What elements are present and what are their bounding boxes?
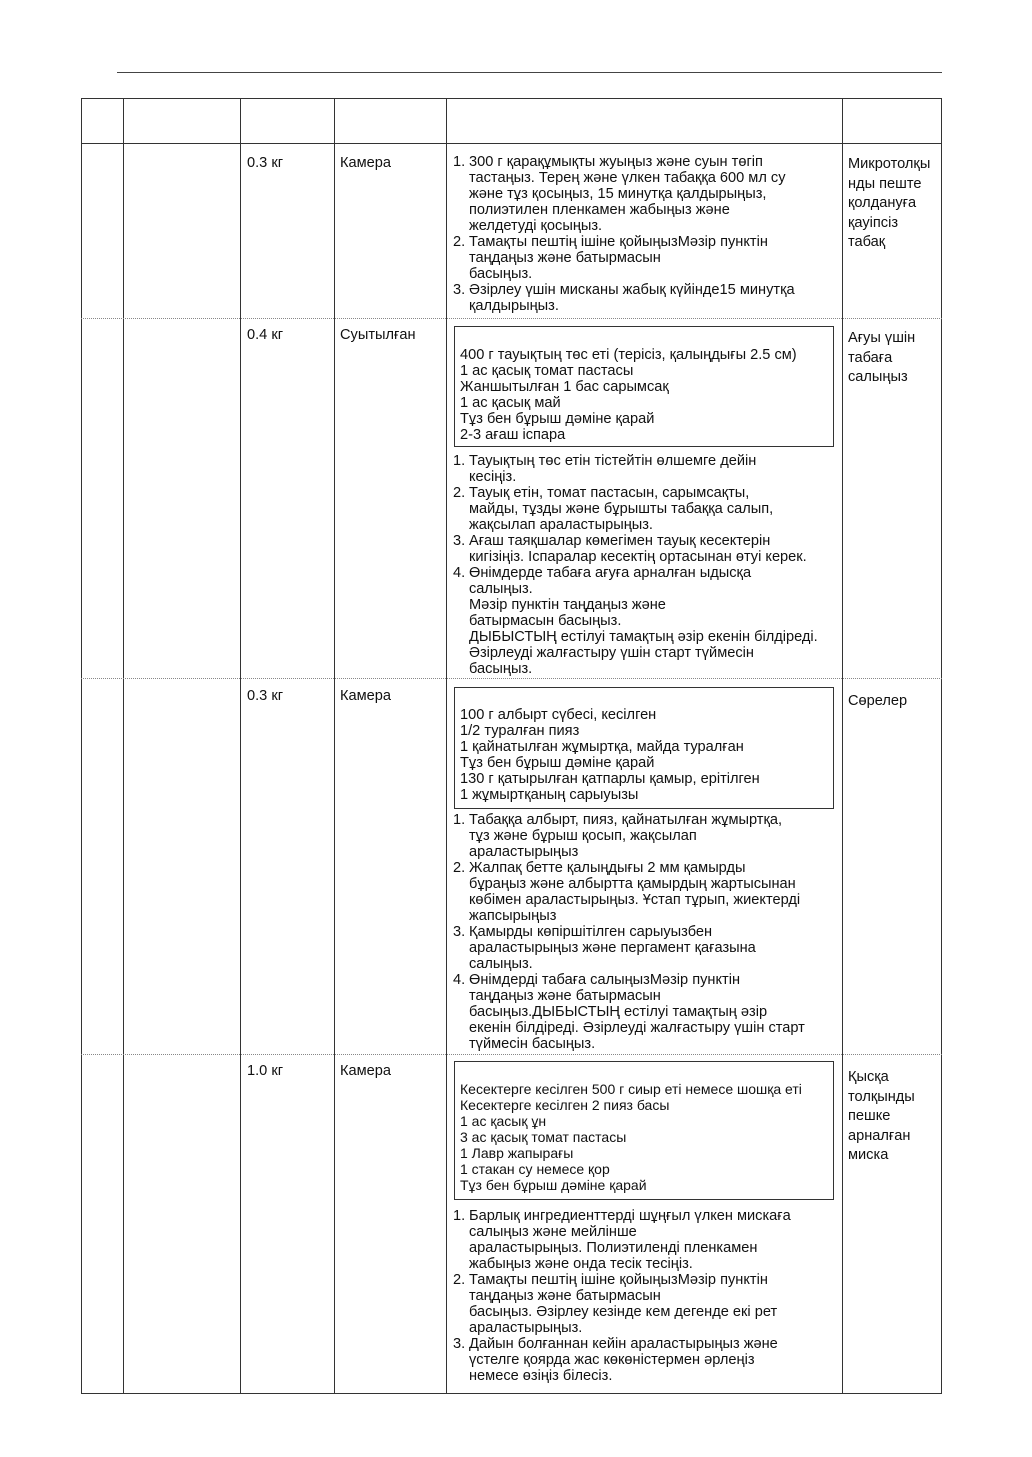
step-number: 3.: [453, 924, 466, 940]
ingredient-item: 1/2 туралған пияз: [460, 723, 580, 739]
column-divider: [123, 98, 124, 1394]
ingredients-box: [454, 687, 834, 809]
ingredients-box: [454, 1061, 834, 1200]
step-number: 1.: [453, 453, 466, 469]
ingredient-item: 2-3 ағаш іспара: [460, 427, 566, 443]
table-border-right: [941, 98, 942, 1394]
page-header-rule: [117, 72, 942, 73]
step-text: Тауық етін, томат пастасын, сарымсақты, майды, тұзды және бұрышты табаққа салып, жақсылап араластырыңыз.: [469, 485, 774, 533]
ingredient-item: Жаншытылған 1 бас сарымсақ: [460, 379, 669, 395]
instruction-steps: [453, 812, 848, 1052]
ingredient-item: 3 ас қасық томат пастасы: [460, 1129, 627, 1145]
ingredient-item: 1 қайнатылған жұмыртқа, майда туралған: [460, 739, 744, 755]
table-border-top: [81, 98, 942, 99]
row-divider: [81, 678, 942, 679]
step-number: 1.: [453, 812, 466, 828]
instruction-steps: [453, 1208, 845, 1384]
header-row-divider: [81, 143, 942, 144]
column-divider: [446, 98, 447, 1394]
step-text: Өнімдерді табаға салыңызМәзір пунктін таңдаңыз және батырмасын басыңыз.ДЫБЫСТЫҢ естілуі тамақтың әзір екенін білдіреді. Әзірлеуді жалғастыру үшін старт түймесін басыңыз.: [469, 972, 805, 1052]
mode-cell: Камера: [340, 155, 391, 171]
ingredient-item: 100 г албырт сүбесі, кесілген: [460, 707, 657, 723]
row-divider: [81, 1054, 942, 1055]
ingredient-item: 1 ас қасық май: [460, 395, 561, 411]
mode-cell: Камера: [340, 1063, 391, 1079]
dish-cell: Қысқа толқынды пешке арналған миска: [848, 1069, 915, 1163]
ingredient-item: 400 г тауықтың төс еті (терісіз, қалыңдығы 2.5 см): [460, 347, 797, 363]
mode-cell: Камера: [340, 688, 391, 704]
step-number: 2.: [453, 860, 466, 876]
step-text: 300 г қарақұмықты жуыңыз және суын төгіп тастаңыз. Терең және үлкен табаққа 600 мл су және тұз қосыңыз, 15 минутқа қалдырыңыз, полиэтилен пленкамен жабыңыз және желдетуді қосыңыз.: [469, 154, 786, 234]
table-border-bottom: [81, 1393, 942, 1394]
list-item: [453, 234, 845, 282]
list-item: [453, 485, 848, 533]
list-item: [453, 1208, 845, 1272]
row-divider: [81, 318, 942, 319]
dish-cell: Микротолқы нды пеште қолдануға қауіпсіз табақ: [848, 156, 931, 250]
weight-cell: 0.3 кг: [247, 155, 284, 171]
list-item: [453, 1336, 845, 1384]
step-number: 1.: [453, 1208, 466, 1224]
list-item: [453, 533, 848, 565]
list-item: [453, 565, 848, 677]
step-number: 3.: [453, 533, 466, 549]
step-number: 1.: [453, 154, 466, 170]
ingredient-item: Тұз бен бұрыш дәміне қарай: [460, 755, 655, 771]
step-text: Жалпақ бетте қалыңдығы 2 мм қамырды бұраңыз және албыртта қамырдың жартысынан көбімен араластырыңыз. Ұстап тұрып, жиектерді жапсырыңыз: [469, 860, 801, 924]
column-divider: [334, 98, 335, 1394]
ingredient-item: 1 ас қасық ұн: [460, 1113, 547, 1129]
list-item: [453, 154, 845, 234]
step-text: Табаққа албырт, пияз, қайнатылған жұмыртқа, тұз және бұрыш қосып, жақсылап араластырыңыз: [469, 812, 783, 860]
step-number: 4.: [453, 972, 466, 988]
ingredients-box: [454, 326, 834, 447]
weight-cell: 0.3 кг: [247, 688, 284, 704]
ingredient-item: Кесектерге кесілген 500 г сиыр еті немесе шошқа еті: [460, 1081, 802, 1097]
step-text: Өнімдерде табаға ағуға арналған ыдысқа салыңыз. Мәзір пунктін таңдаңыз және батырмасын басыңыз. ДЫБЫСТЫҢ естілуі тамақтың әзір екенін білдіреді. Әзірлеуді жалғастыру үшін старт түймесін басыңыз.: [469, 565, 818, 677]
list-item: [453, 860, 848, 924]
weight-cell: 0.4 кг: [247, 327, 284, 343]
step-text: Қамырды көпіршітілген сарыуызбен араластырыңыз және пергамент қағазына салыңыз.: [469, 924, 756, 972]
list-item: [453, 924, 848, 972]
step-text: Барлық ингредиенттерді шұңғыл үлкен мискаға салыңыз және мейлінше араластырыңыз. Полиэтиленді пленкамен жабыңыз және онда тесік тесіңіз.: [469, 1208, 791, 1272]
step-number: 2.: [453, 485, 466, 501]
mode-cell: Суытылған: [340, 327, 416, 343]
dish-cell: Сөрелер: [848, 693, 908, 709]
list-item: [453, 282, 845, 314]
step-text: Тамақты пештің ішіне қойыңызМәзір пунктін таңдаңыз және батырмасын басыңыз. Әзірлеу кезінде кем дегенде екі рет араластырыңыз.: [469, 1272, 778, 1336]
step-number: 2.: [453, 1272, 466, 1288]
step-text: Тауықтың төс етін тістейтін өлшемге дейін кесіңіз.: [469, 453, 757, 485]
step-text: Тамақты пештің ішіне қойыңызМәзір пунктін таңдаңыз және батырмасын басыңыз.: [469, 234, 768, 282]
ingredient-item: 1 Лавр жапырағы: [460, 1145, 574, 1161]
step-text: Ағаш таяқшалар көмегімен тауық кесектерін кигізіңіз. Іспаралар кесектің ортасынан өтуі керек.: [469, 533, 807, 565]
ingredient-item: 1 жұмыртқаның сарыуызы: [460, 787, 639, 803]
list-item: [453, 972, 848, 1052]
ingredient-item: 130 г қатырылған қатпарлы қамыр, ерітілген: [460, 771, 760, 787]
list-item: [453, 453, 848, 485]
step-text: Дайын болғаннан кейін араластырыңыз және үстелге қоярда жас көкөністермен әрлеңіз немесе өзіңіз білесіз.: [469, 1336, 778, 1384]
step-text: Әзірлеу үшін мисканы жабық күйінде15 минутқа қалдырыңыз.: [469, 282, 795, 314]
ingredient-item: Кесектерге кесілген 2 пияз басы: [460, 1097, 670, 1113]
ingredient-item: 1 ас қасық томат пастасы: [460, 363, 634, 379]
ingredient-item: 1 стакан су немесе қор: [460, 1161, 610, 1177]
dish-cell: Ағуы үшін табаға салыңыз: [848, 330, 916, 385]
list-item: [453, 1272, 845, 1336]
step-number: 2.: [453, 234, 466, 250]
step-number: 3.: [453, 282, 466, 298]
table-border-left: [81, 98, 82, 1394]
instruction-steps: [453, 453, 848, 677]
instruction-steps: [453, 154, 845, 314]
step-number: 4.: [453, 565, 466, 581]
step-number: 3.: [453, 1336, 466, 1352]
ingredient-item: Тұз бен бұрыш дәміне қарай: [460, 1177, 647, 1193]
ingredient-item: Тұз бен бұрыш дәміне қарай: [460, 411, 655, 427]
weight-cell: 1.0 кг: [247, 1063, 284, 1079]
list-item: [453, 812, 848, 860]
column-divider: [240, 98, 241, 1394]
